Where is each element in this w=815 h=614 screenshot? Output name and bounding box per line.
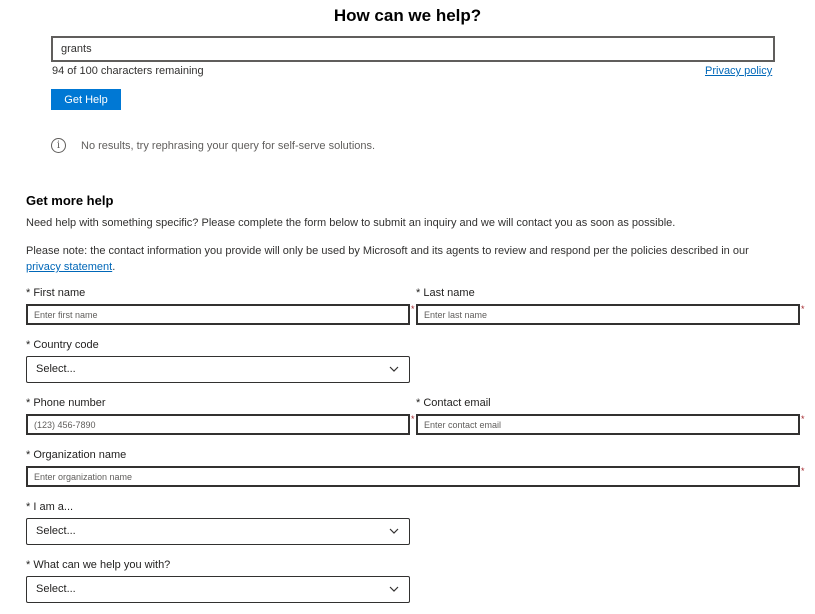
chevron-down-icon	[389, 584, 399, 594]
first-name-field[interactable]	[26, 304, 410, 325]
info-circle-icon: i	[51, 138, 66, 153]
privacy-note-text: Please note: the contact information you provide will only be used by Microsoft and its agents to review and respond per the policies described in our	[26, 245, 749, 257]
country-code-selected: Select...	[36, 363, 76, 375]
organization-name-field[interactable]	[26, 466, 800, 487]
required-mark: *	[801, 466, 805, 476]
no-results-message: No results, try rephrasing your query for self-serve solutions.	[81, 140, 376, 152]
privacy-policy-link[interactable]: Privacy policy	[705, 65, 773, 77]
privacy-note	[26, 243, 786, 275]
country-code-label: * Country code	[26, 339, 99, 351]
section-title: Get more help	[26, 193, 114, 208]
privacy-statement-link[interactable]: privacy statement	[26, 261, 113, 273]
contact-email-label: * Contact email	[416, 397, 491, 409]
role-select[interactable]	[26, 518, 410, 545]
help-topic-selected: Select...	[36, 583, 76, 595]
required-mark: *	[801, 414, 805, 424]
phone-number-label: * Phone number	[26, 397, 106, 409]
page-title: How can we help?	[333, 6, 482, 25]
search-input[interactable]	[51, 36, 775, 62]
country-code-select[interactable]	[26, 356, 410, 383]
required-mark: *	[801, 304, 805, 314]
intro-text: Need help with something specific? Please complete the form below to submit an inquiry and we will contact you as soon as possible.	[26, 217, 676, 229]
character-count: 94 of 100 characters remaining	[52, 65, 204, 77]
get-help-button[interactable]: Get Help	[51, 89, 121, 110]
help-topic-select[interactable]	[26, 576, 410, 603]
contact-email-field[interactable]	[416, 414, 800, 435]
organization-name-label: * Organization name	[26, 449, 127, 461]
last-name-label: * Last name	[416, 287, 475, 299]
chevron-down-icon	[389, 364, 399, 374]
privacy-note-suffix: .	[112, 261, 116, 273]
last-name-field[interactable]	[416, 304, 800, 325]
phone-number-field[interactable]	[26, 414, 410, 435]
help-topic-label: * What can we help you with?	[26, 559, 171, 571]
role-selected: Select...	[36, 525, 76, 537]
chevron-down-icon	[389, 526, 399, 536]
required-mark: *	[411, 414, 415, 424]
role-label: * I am a...	[26, 501, 74, 513]
first-name-label: * First name	[26, 287, 86, 299]
required-mark: *	[411, 304, 415, 314]
